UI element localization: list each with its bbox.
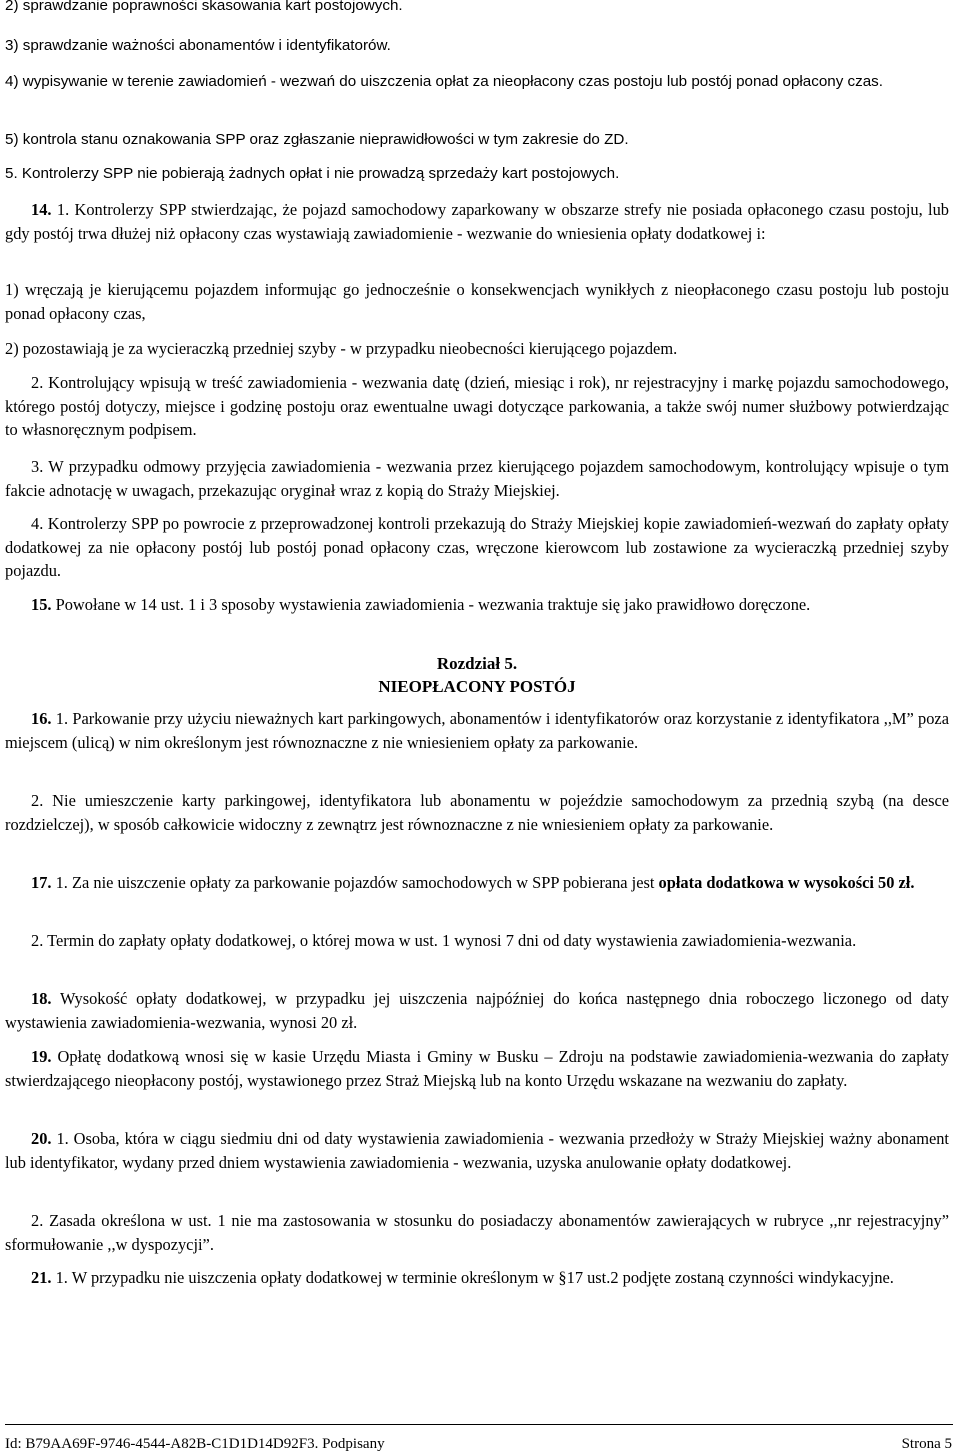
list-item-2: 2) sprawdzanie poprawności skasowania kart postojowych.	[5, 0, 403, 14]
section-17-paragraph-2: 2. Termin do zapłaty opłaty dodatkowej, o której mowa w ust. 1 wynosi 7 dni od daty wystawienia zawiadomienia-wezwania.	[31, 931, 857, 950]
section-19: 19. Opłatę dodatkową wnosi się w kasie Urzędu Miasta i Gminy w Busku – Zdroju na podstawie zawiadomienia-wezwania do zapłaty stwierdzającego nieopłacony postój, wystawionego przez Straż Miejską lub na konto Urzędu wskazane na wezwaniu do zapłaty.	[5, 1047, 949, 1090]
paragraph-5: 5. Kontrolerzy SPP nie pobierają żadnych opłat i nie prowadzą sprzedaży kart postojowych.	[5, 165, 620, 182]
section-16-paragraph-2: 2. Nie umieszczenie karty parkingowej, identyfikatora lub abonamentu w pojeździe samochodowym za przednią szybą (na desce rozdzielczej), w sposób całkowicie widoczny z zewnątrz jest równoznaczne z nie wniesieniem opłaty za parkowanie.	[5, 791, 949, 834]
section-14-paragraph-4: 4. Kontrolerzy SPP po powrocie z przeprowadzonej kontroli przekazują do Straży Miejskiej kopie zawiadomień-wezwań do zapłaty opłaty dodatkowej za nie opłacony postój lub postój ponad opłacony czas, wręczone kierowcom lub zostawione za wycieraczką przedniej szyby pojazdu.	[5, 514, 949, 580]
list-item-3: 3) sprawdzanie ważności abonamentów i identyfikatorów.	[5, 37, 391, 54]
section-18: 18. Wysokość opłaty dodatkowej, w przypadku jej uiszczenia najpóźniej do końca następnego dnia roboczego liczonego od daty wystawienia zawiadomienia-wezwania, wynosi 20 zł.	[5, 989, 949, 1032]
footer-divider	[5, 1424, 953, 1425]
section-20-paragraph-1: 20. 1. Osoba, która w ciągu siedmiu dni od daty wystawienia zawiadomienia - wezwania przedłoży w Straży Miejskiej ważny abonament lub identyfikator, wydany przed dniem wystawienia zawiadomienia - wezwania, uzyska anulowanie opłaty dodatkowej.	[5, 1129, 949, 1172]
section-14-paragraph-1: 14. 1. Kontrolerzy SPP stwierdzając, że pojazd samochodowy zaparkowany w obszarze strefy nie posiada opłaconego czasu postoju, lub gdy postój trwa dłużej niż opłacony czas wystawiają zawiadomienie - wezwanie do wniesienia opłaty dodatkowej i:	[5, 200, 950, 243]
chapter-title: Rozdział 5.	[436, 654, 518, 673]
section-16-number: 16.	[31, 709, 52, 728]
section-16-paragraph-1: 16. 1. Parkowanie przy użyciu nieważnych kart parkingowych, abonamentów i identyfikatorów oraz korzystanie z identyfikatora ,,M” poza miejscem (ulicą) w nim określonym jest równoznaczne z nie wniesieniem opłaty za parkowanie.	[5, 709, 949, 752]
section-14-item-1: 1) wręczają je kierującemu pojazdem informując go jednocześnie o konsekwencjach wynikłych z nieopłaconego czasu postoju lub postoju ponad opłacony czas,	[5, 280, 949, 323]
section-17-paragraph-1: 17. 1. Za nie uiszczenie opłaty za parkowanie pojazdów samochodowych w SPP pobierana jest opłata dodatkowa w wysokości 50 zł.	[31, 873, 915, 892]
list-item-5: 5) kontrola stanu oznakowania SPP oraz zgłaszanie nieprawidłowości w tym zakresie do ZD.	[5, 131, 629, 148]
section-19-number: 19.	[31, 1047, 52, 1066]
section-14-number: 14.	[31, 200, 52, 219]
section-21: 21. 1. W przypadku nie uiszczenia opłaty dodatkowej w terminie określonym w §17 ust.2 podjęte zostaną czynności windykacyjne.	[31, 1268, 894, 1287]
section-18-number: 18.	[31, 989, 52, 1008]
section-17-number: 17.	[31, 873, 52, 892]
section-17-fee-amount: opłata dodatkowa w wysokości 50 zł.	[658, 873, 915, 892]
section-14-paragraph-3: 3. W przypadku odmowy przyjęcia zawiadomienia - wezwania przez kierującego pojazdem samochodowym, kontrolujący wpisuje o tym fakcie adnotację w uwagach, przekazując oryginał wraz z kopią do Straży Miejskiej.	[5, 457, 949, 500]
section-20-paragraph-2: 2. Zasada określona w ust. 1 nie ma zastosowania w stosunku do posiadaczy abonamentów zawierających w rubryce ,,nr rejestracyjny” sformułowanie ,,w dyspozycji”.	[5, 1211, 949, 1254]
section-15-number: 15.	[31, 595, 52, 614]
footer-document-id: Id: B79AA69F-9746-4544-A82B-C1D1D14D92F3. Podpisany	[5, 1436, 385, 1452]
chapter-subtitle: NIEOPŁACONY POSTÓJ	[378, 677, 576, 696]
section-21-number: 21.	[31, 1268, 52, 1287]
section-15: 15. Powołane w 14 ust. 1 i 3 sposoby wystawienia zawiadomienia - wezwania traktuje się jako prawidłowo doręczone.	[31, 595, 811, 614]
section-14-item-2: 2) pozostawiają je za wycieraczką przedniej szyby - w przypadku nieobecności kierującego pojazdem.	[5, 339, 678, 358]
list-item-4: 4) wypisywanie w terenie zawiadomień - wezwań do uiszczenia opłat za nieopłacony czas postoju lub postój ponad opłacony czas.	[5, 73, 883, 90]
footer-page-number: Strona 5	[901, 1436, 952, 1452]
section-14-paragraph-2: 2. Kontrolujący wpisują w treść zawiadomienia - wezwania datę (dzień, miesiąc i rok), nr rejestracyjny i markę pojazdu samochodowego, którego postój dotyczy, miejsce i godzinę postoju oraz ewentualne uwagi dotyczące parkowania, a także swój numer służbowy potwierdzając to własnoręcznym podpisem.	[5, 373, 949, 439]
section-20-number: 20.	[31, 1129, 52, 1148]
